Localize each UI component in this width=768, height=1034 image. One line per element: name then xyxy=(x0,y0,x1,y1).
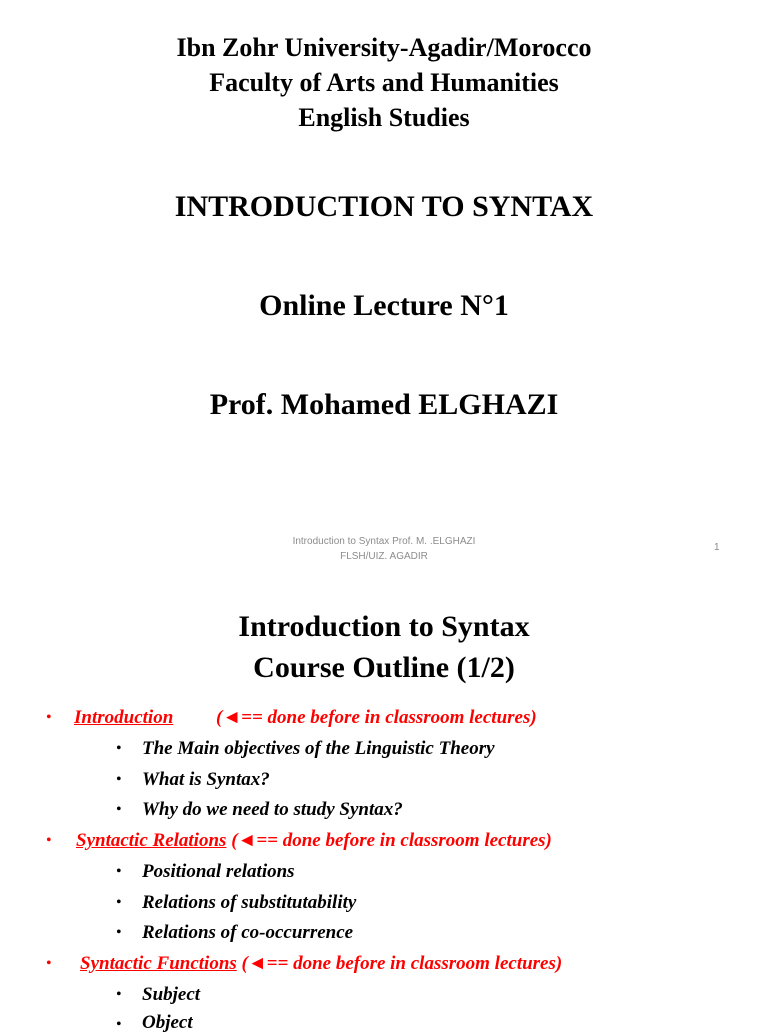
list-item xyxy=(80,953,562,975)
bullet-marker: • xyxy=(46,832,52,849)
bullet-marker: • xyxy=(116,1016,122,1033)
list-item: The Main objectives of the Linguistic Theory xyxy=(142,738,495,759)
bullet-marker: • xyxy=(116,771,122,788)
list-item xyxy=(74,707,537,729)
outline-title-line2: Course Outline (1/2) xyxy=(253,651,515,684)
outline-item-note: (◄== done before in classroom lectures) xyxy=(216,707,537,728)
bullet-marker: • xyxy=(116,740,122,757)
department-name: English Studies xyxy=(298,103,470,132)
faculty-name: Faculty of Arts and Humanities xyxy=(209,68,559,97)
list-item: Relations of co-occurrence xyxy=(142,922,354,943)
outline-title-line1: Introduction to Syntax xyxy=(238,610,530,643)
bullet-marker: • xyxy=(46,955,52,972)
bullet-marker: • xyxy=(116,801,122,818)
slide-page-number: 1 xyxy=(714,542,720,553)
bullet-marker: • xyxy=(116,894,122,911)
slide-footer-line2: FLSH/UIZ. AGADIR xyxy=(340,551,428,562)
bullet-marker: • xyxy=(116,924,122,941)
list-item: Subject xyxy=(142,984,201,1005)
list-item: Relations of substitutability xyxy=(142,892,357,913)
list-item: What is Syntax? xyxy=(142,769,270,790)
bullet-marker: • xyxy=(46,709,52,726)
bullet-marker: • xyxy=(116,986,122,1003)
lecture-title: Online Lecture N°1 xyxy=(259,289,509,322)
bullet-marker: • xyxy=(116,863,122,880)
outline-item-note: (◄== done before in classroom lectures) xyxy=(241,953,563,974)
list-item xyxy=(76,830,552,852)
professor-name: Prof. Mohamed ELGHAZI xyxy=(209,388,559,421)
outline-item-label: Syntactic Functions xyxy=(80,953,237,974)
list-item: Why do we need to study Syntax? xyxy=(142,799,403,820)
outline-item-note: (◄== done before in classroom lectures) xyxy=(231,830,552,851)
outline-item-label: Syntactic Relations xyxy=(76,830,227,851)
list-item: Object xyxy=(142,1012,193,1033)
course-title: INTRODUCTION TO SYNTAX xyxy=(174,190,594,223)
list-item: Positional relations xyxy=(142,861,295,882)
slide-footer-line1: Introduction to Syntax Prof. M. .ELGHAZI xyxy=(292,536,476,547)
university-name: Ibn Zohr University-Agadir/Morocco xyxy=(176,33,592,62)
outline-item-label: Introduction xyxy=(74,707,174,728)
